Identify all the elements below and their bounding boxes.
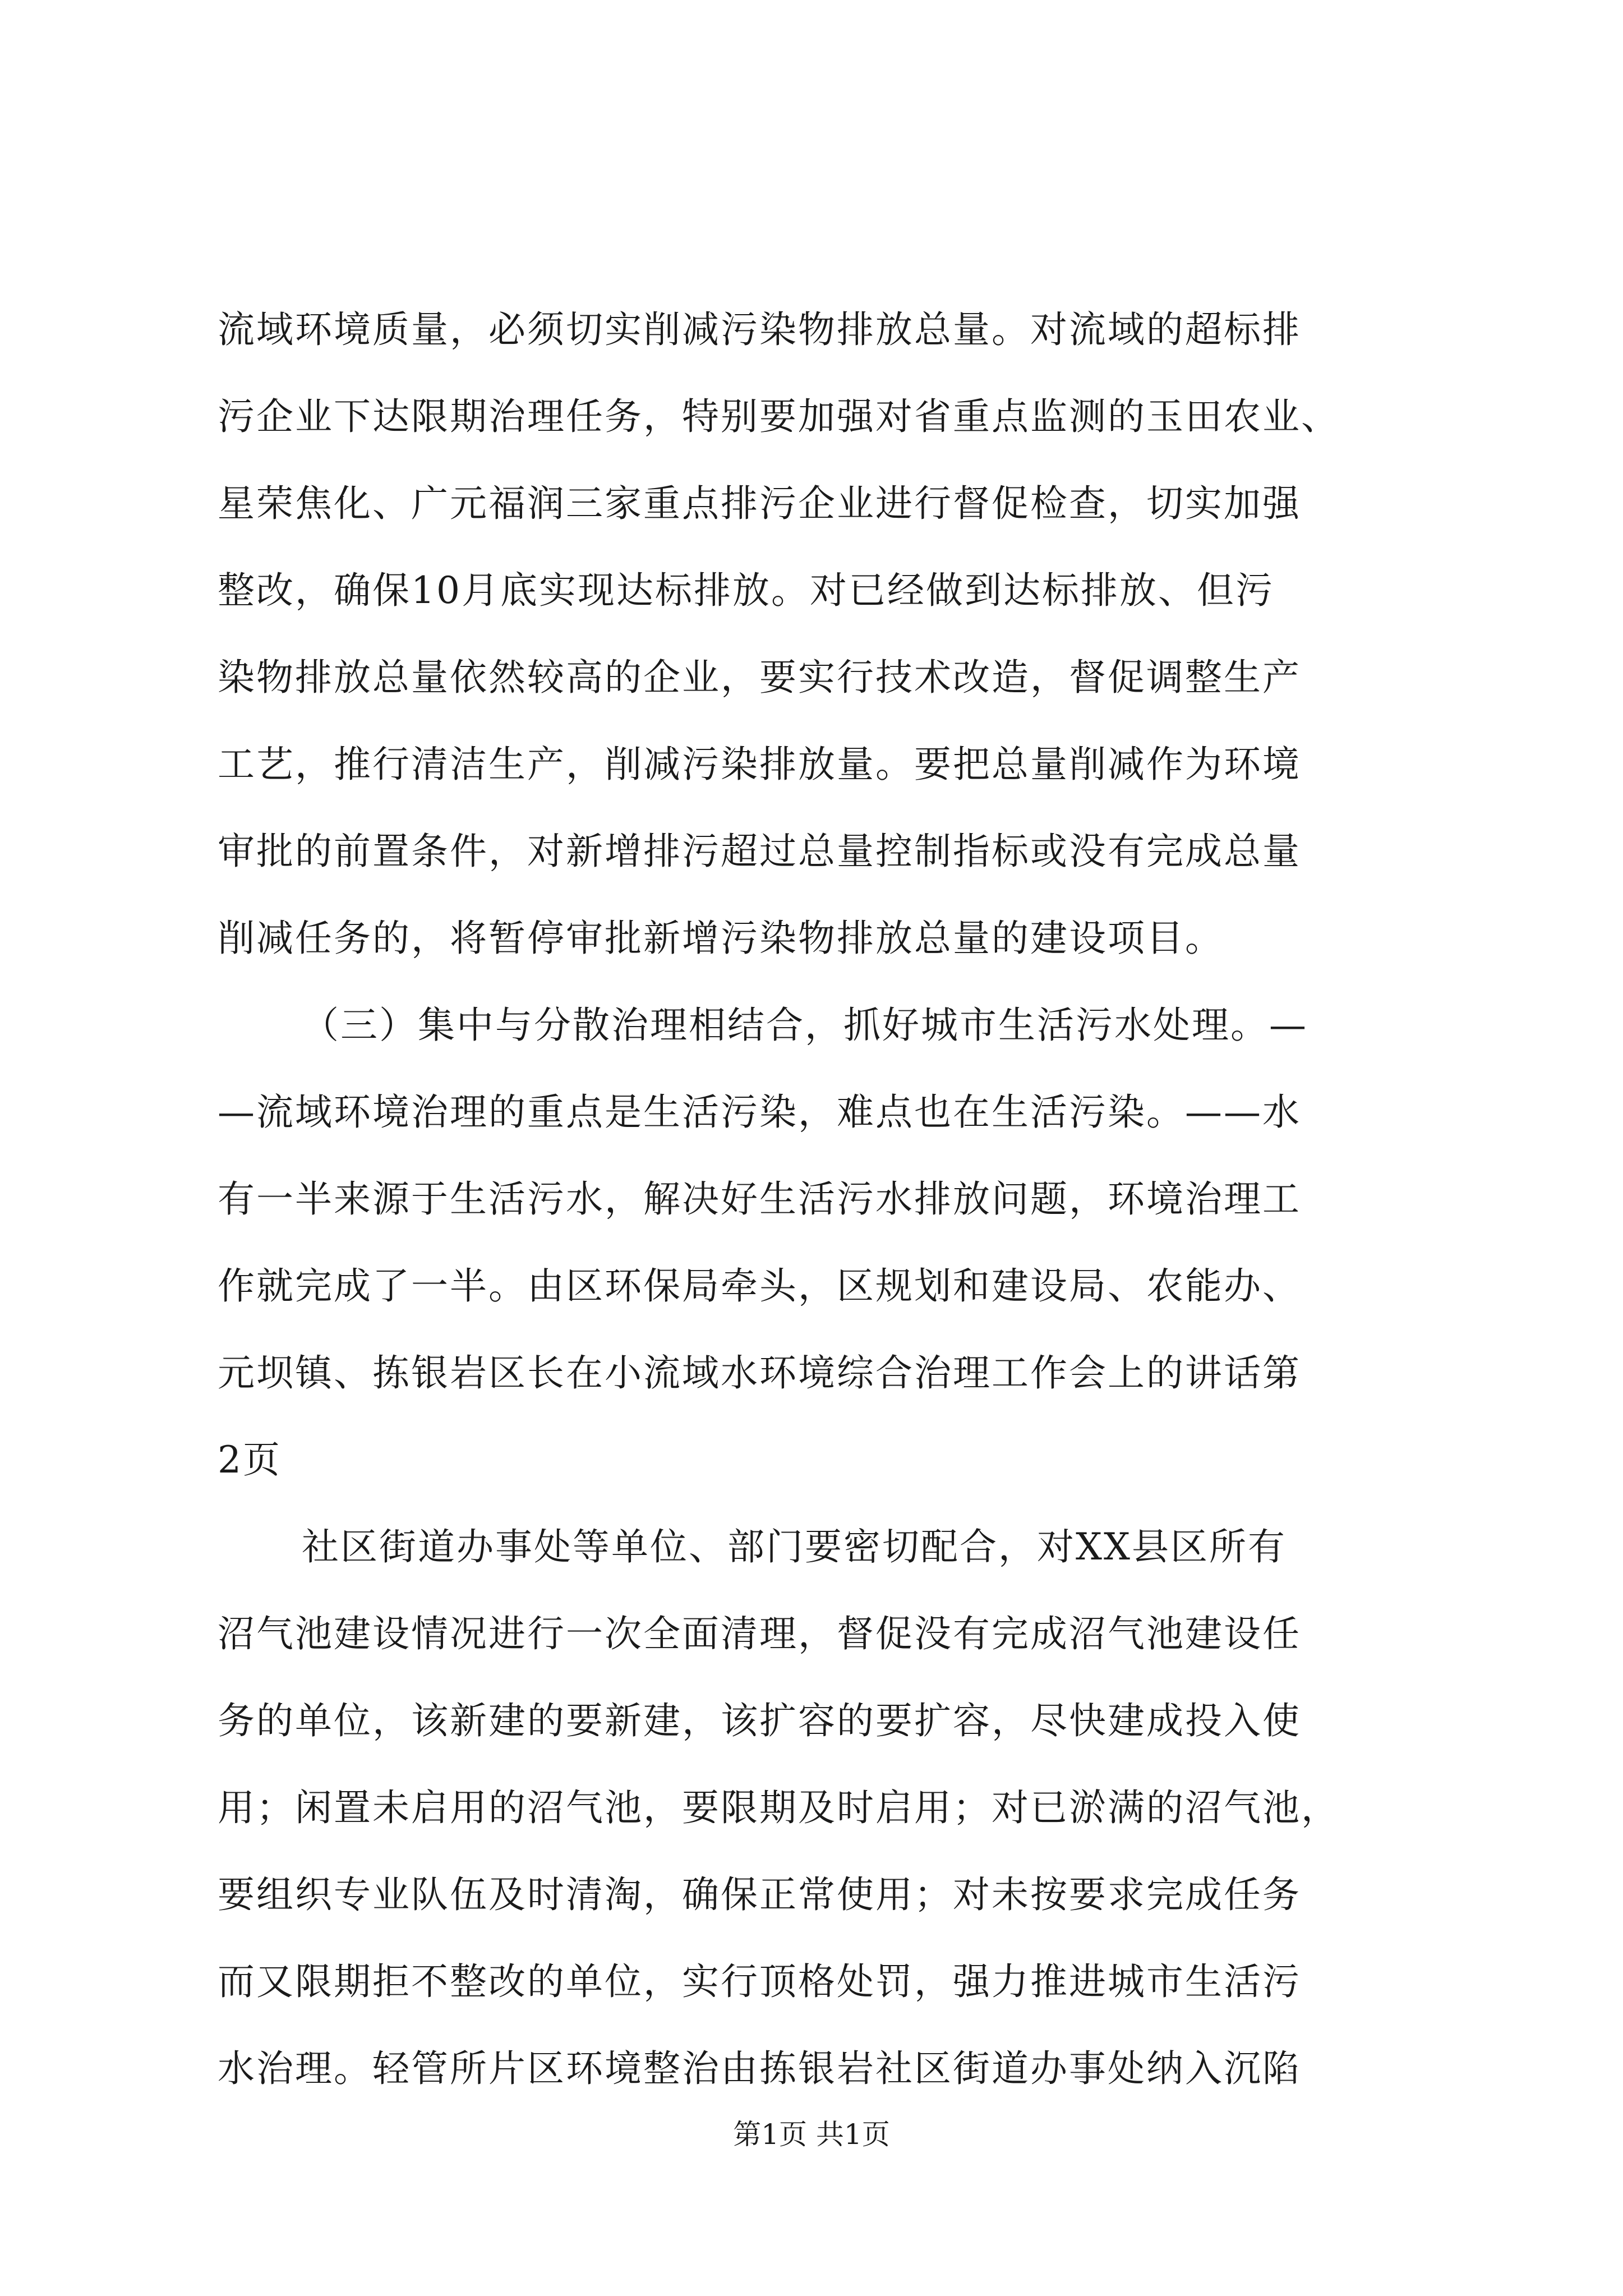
body-line: 污企业下达限期治理任务，特别要加强对省重点监测的玉田农业、 [218, 395, 1340, 438]
page-footer: 第1页 共1页 [733, 2118, 890, 2151]
section-heading-line: （三）集中与分散治理相结合，抓好城市生活污水处理。— [302, 1004, 1308, 1047]
body-line: 要组织专业队伍及时清淘，确保正常使用；对未按要求完成任务 [218, 1873, 1301, 1916]
body-line: 用；闲置未启用的沼气池，要限期及时启用；对已淤满的沼气池， [218, 1786, 1340, 1829]
body-line: 染物排放总量依然较高的企业，要实行技术改造，督促调整生产 [218, 656, 1301, 699]
body-line: 整改，确保10月底实现达标排放。对已经做到达标排放、但污 [218, 569, 1274, 612]
body-line: —流域环境治理的重点是生活污染，难点也在生活污染。——水 [218, 1091, 1301, 1134]
body-line: 而又限期拒不整改的单位，实行顶格处罚，强力推进城市生活污 [218, 1960, 1301, 2003]
body-line: 流域环境质量，必须切实削减污染物排放总量。对流域的超标排 [218, 308, 1301, 351]
body-line: 星荣焦化、广元福润三家重点排污企业进行督促检查，切实加强 [218, 482, 1301, 525]
body-line: 作就完成了一半。由区环保局牵头，区规划和建设局、农能办、 [218, 1264, 1301, 1308]
body-line: 削减任务的，将暂停审批新增污染物排放总量的建设项目。 [218, 917, 1224, 960]
body-line: 水治理。轻管所片区环境整治由拣银岩社区街道办事处纳入沉陷 [218, 2047, 1301, 2090]
body-line: 务的单位，该新建的要新建，该扩容的要扩容，尽快建成投入使 [218, 1699, 1301, 1742]
body-line: 元坝镇、拣银岩区长在小流域水环境综合治理工作会上的讲话第 [218, 1351, 1301, 1395]
body-line: 审批的前置条件，对新增排污超过总量控制指标或没有完成总量 [218, 830, 1301, 873]
body-line: 有一半来源于生活污水，解决好生活污水排放问题，环境治理工 [218, 1177, 1301, 1221]
body-line: 工艺，推行清洁生产，削减污染排放量。要把总量削减作为环境 [218, 743, 1301, 786]
body-line: 2页 [218, 1438, 282, 1481]
body-line: 社区街道办事处等单位、部门要密切配合，对XX县区所有 [302, 1525, 1287, 1568]
body-line: 沼气池建设情况进行一次全面清理，督促没有完成沼气池建设任 [218, 1612, 1301, 1655]
